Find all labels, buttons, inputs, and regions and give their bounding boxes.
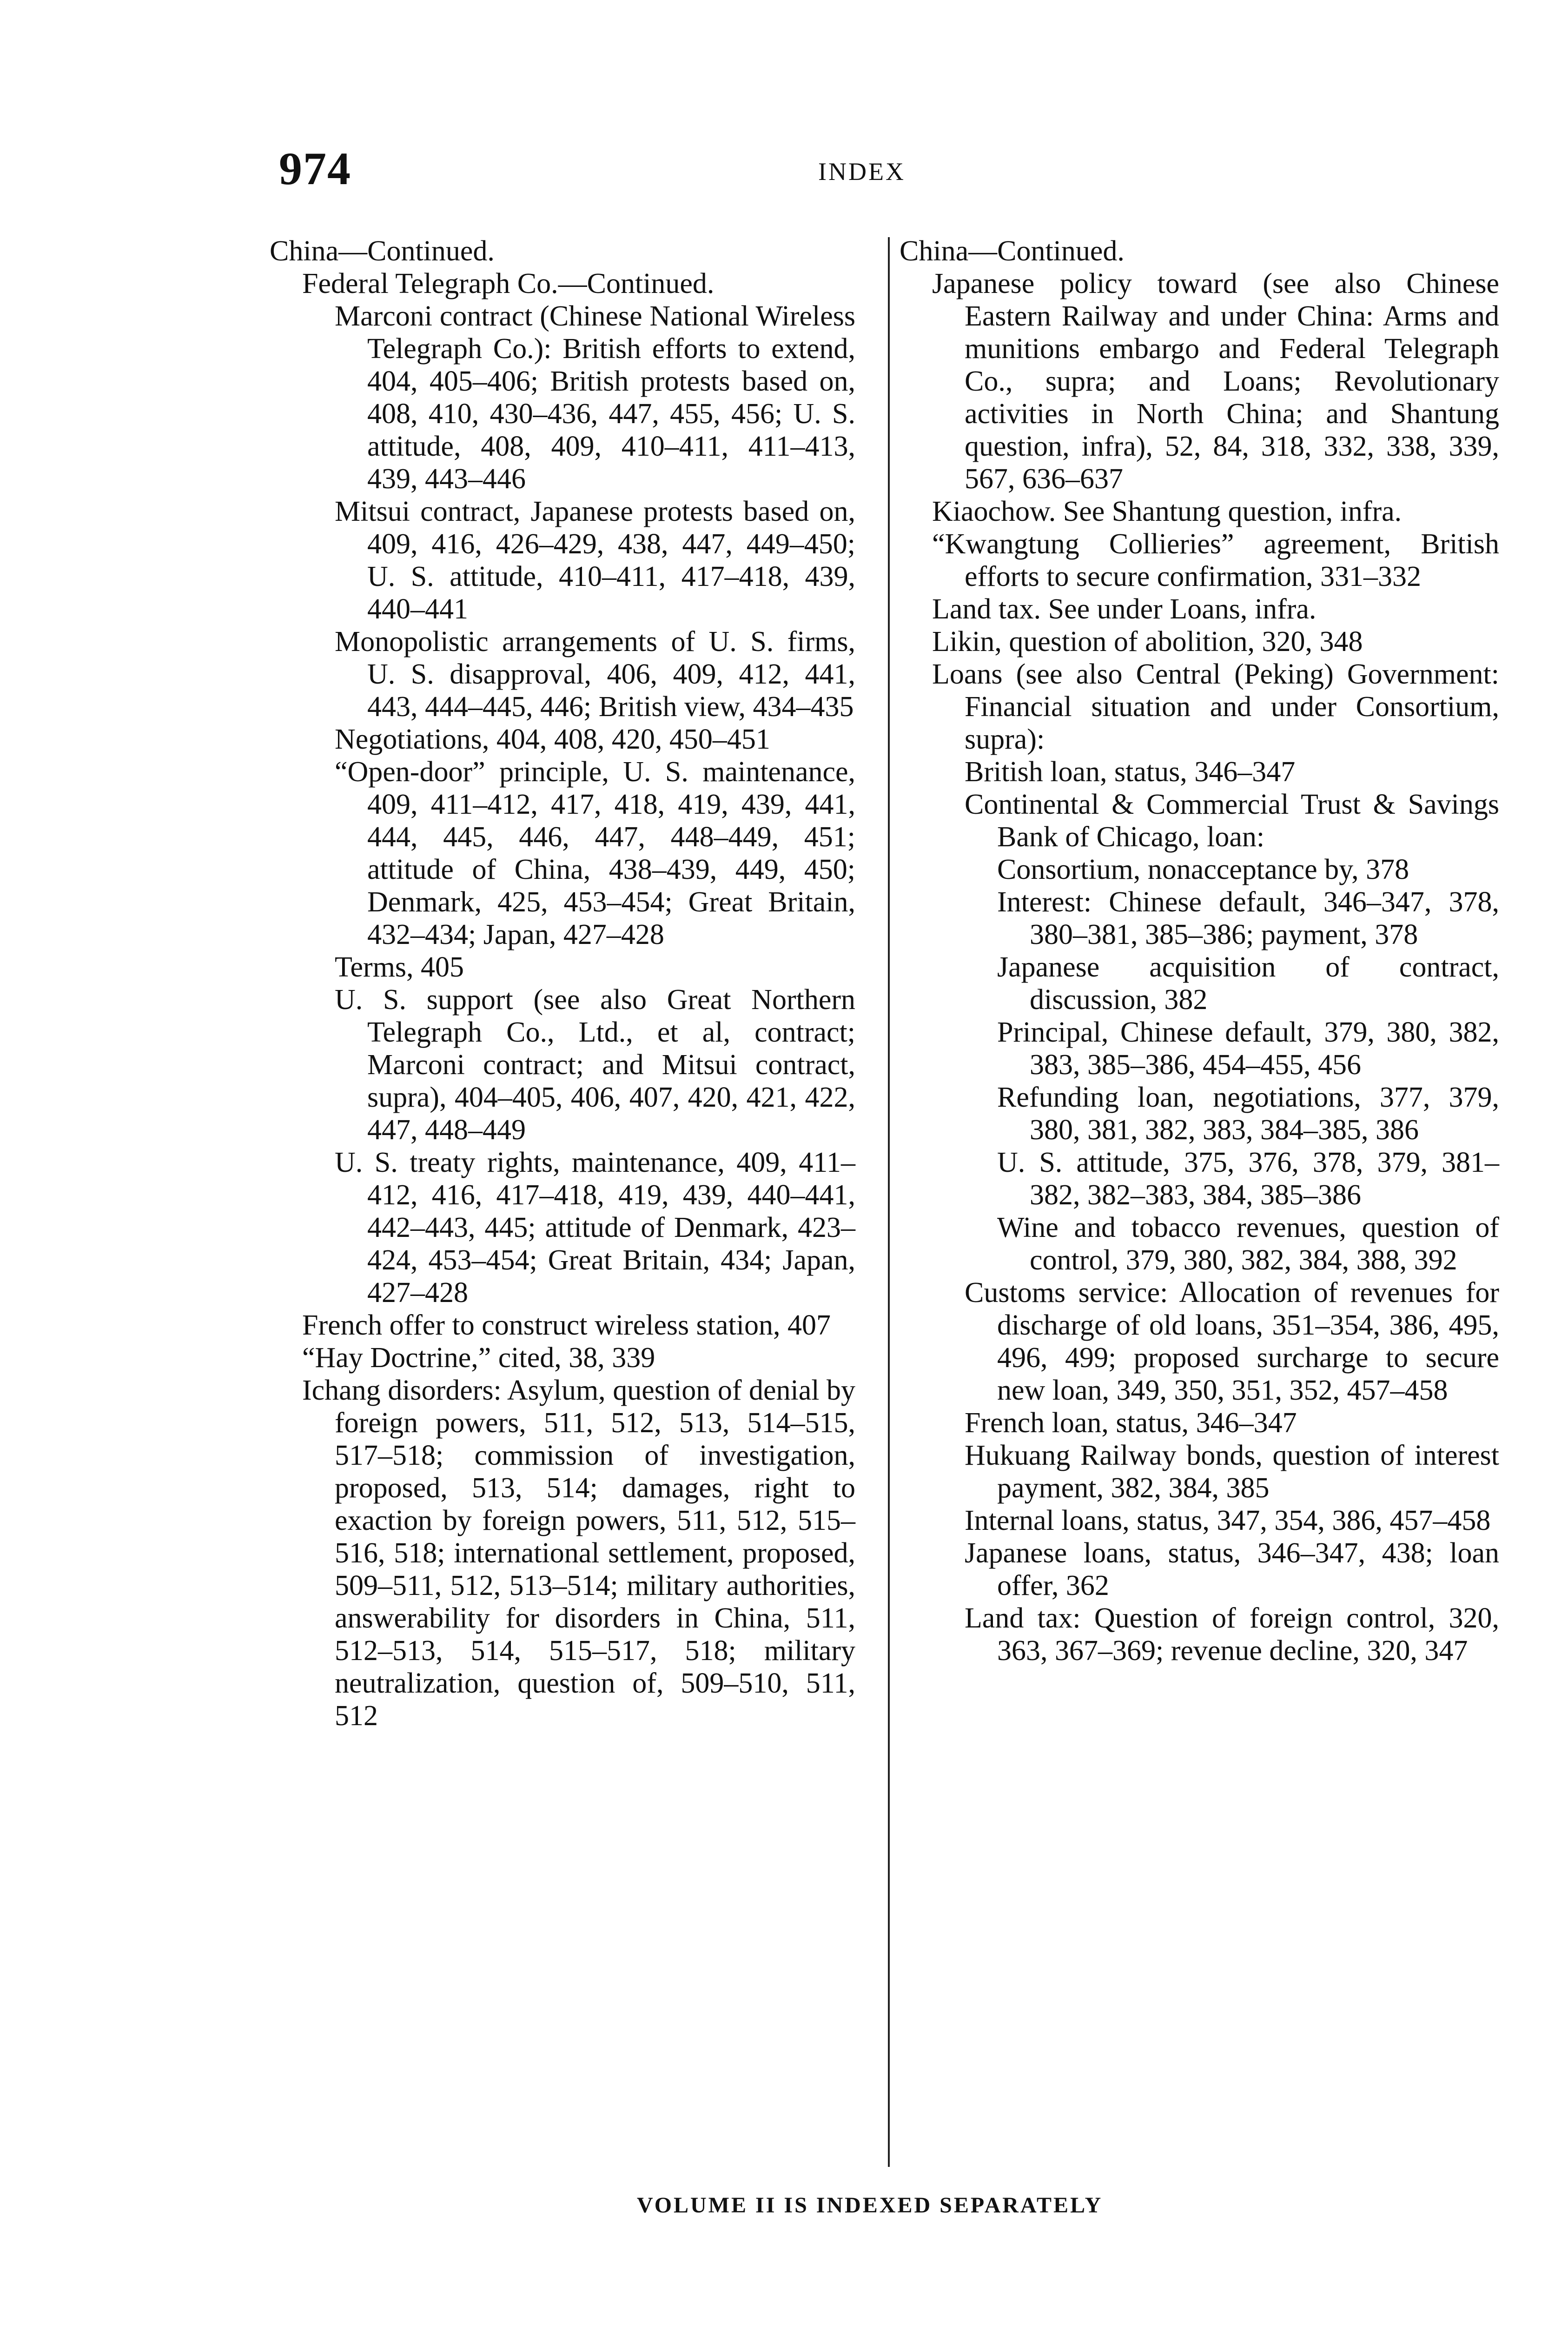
index-entry: Monopolistic arrangements of U. S. firms, U. S. disapproval, 406, 409, 412, 441, 443, 444–445, 446; British view, 434–435 bbox=[335, 626, 855, 723]
index-column-left bbox=[270, 235, 855, 1732]
index-column-right bbox=[900, 235, 1499, 1667]
index-entry: Land tax. See under Loans, infra. bbox=[932, 593, 1317, 625]
index-entry: Continental & Commercial Trust & Savings Bank of Chicago, loan: bbox=[965, 789, 1499, 853]
index-entry: Interest: Chinese default, 346–347, 378, 380–381, 385–386; payment, 378 bbox=[997, 886, 1499, 950]
index-entry: Land tax: Question of foreign control, 320, 363, 367–369; revenue decline, 320, 347 bbox=[965, 1602, 1499, 1667]
index-entry: Negotiations, 404, 408, 420, 450–451 bbox=[335, 724, 770, 755]
index-entry: Japanese policy toward (see also Chinese Eastern Railway and under China: Arms and munitions embargo and Federal Telegraph Co., supra; and Loans; Revolutionary activities in North China; and Shantung question, infra), 52, 84, 318, 332, 338, 339, 567, 636–637 bbox=[932, 268, 1499, 495]
index-entry: “Open-door” principle, U. S. maintenance, 409, 411–412, 417, 418, 419, 439, 441, 444, 445, 446, 447, 448–449, 451; attitude of China, 438–439, 449, 450; Denmark, 425, 453–454; Great Britain, 432–434; Japan, 427–428 bbox=[335, 756, 855, 950]
index-entry: U. S. attitude, 375, 376, 378, 379, 381–382, 382–383, 384, 385–386 bbox=[997, 1147, 1499, 1211]
running-head: INDEX bbox=[818, 158, 906, 186]
index-entry: Federal Telegraph Co.—Continued. bbox=[302, 268, 715, 299]
index-entry: U. S. support (see also Great Northern Telegraph Co., Ltd., et al, contract; Marconi contract; and Mitsui contract, supra), 404–405, 406, 407, 420, 421, 422, 447, 448–449 bbox=[335, 984, 855, 1146]
index-entry: “Kwangtung Collieries” agreement, British efforts to secure confirmation, 331–332 bbox=[932, 528, 1499, 592]
page-number: 974 bbox=[279, 143, 351, 194]
index-entry: U. S. treaty rights, maintenance, 409, 411–412, 416, 417–418, 419, 439, 440–441, 442–443, 445; attitude of Denmark, 423–424, 453–454; Great Britain, 434; Japan, 427–428 bbox=[335, 1147, 855, 1309]
index-entry: Internal loans, status, 347, 354, 386, 457–458 bbox=[965, 1505, 1491, 1536]
footer-note: VOLUME II IS INDEXED SEPARATELY bbox=[637, 2193, 1103, 2218]
index-entry: Japanese acquisition of contract, discussion, 382 bbox=[997, 951, 1499, 1016]
index-entry: Customs service: Allocation of revenues for discharge of old loans, 351–354, 386, 495, 496, 499; proposed surcharge to secure new loan, 349, 350, 351, 352, 457–458 bbox=[965, 1277, 1499, 1406]
index-entry: Ichang disorders: Asylum, question of denial by foreign powers, 511, 512, 513, 514–515, 517–518; commission of investigation, proposed, 513, 514; damages, right to exaction by foreign powers, 511, 512, 515–516, 518; international settlement, proposed, 509–511, 512, 513–514; military authorities, answerability for disorders in China, 511, 512–513, 514, 515–517, 518; military neutralization, question of, 509–510, 511, 512 bbox=[302, 1375, 855, 1732]
index-entry: British loan, status, 346–347 bbox=[965, 756, 1296, 788]
index-entry: Kiaochow. See Shantung question, infra. bbox=[932, 496, 1402, 527]
index-entry: China—Continued. bbox=[270, 235, 495, 267]
index-entry: French offer to construct wireless station, 407 bbox=[302, 1309, 831, 1341]
index-entry: Wine and tobacco revenues, question of control, 379, 380, 382, 384, 388, 392 bbox=[997, 1212, 1499, 1276]
index-entry: Consortium, nonacceptance by, 378 bbox=[997, 854, 1409, 885]
index-entry: Mitsui contract, Japanese protests based on, 409, 416, 426–429, 438, 447, 449–450; U. S. attitude, 410–411, 417–418, 439, 440–441 bbox=[335, 496, 855, 625]
index-entry: Likin, question of abolition, 320, 348 bbox=[932, 626, 1363, 658]
index-entry: Terms, 405 bbox=[335, 951, 464, 983]
index-entry: French loan, status, 346–347 bbox=[965, 1407, 1297, 1439]
index-entry: Marconi contract (Chinese National Wireless Telegraph Co.): British efforts to extend, 404, 405–406; British protests based on, 408, 410, 430–436, 447, 455, 456; U. S. attitude, 408, 409, 410–411, 411–413, 439, 443–446 bbox=[335, 300, 855, 495]
index-entry: China—Continued. bbox=[900, 235, 1125, 267]
index-entry: Japanese loans, status, 346–347, 438; loan offer, 362 bbox=[965, 1537, 1499, 1601]
index-entry: Principal, Chinese default, 379, 380, 382, 383, 385–386, 454–455, 456 bbox=[997, 1016, 1499, 1081]
index-entry: Hukuang Railway bonds, question of interest payment, 382, 384, 385 bbox=[965, 1440, 1499, 1504]
index-entry: Refunding loan, negotiations, 377, 379, 380, 381, 382, 383, 384–385, 386 bbox=[997, 1082, 1499, 1146]
column-divider bbox=[888, 237, 890, 2167]
index-entry: Loans (see also Central (Peking) Government: Financial situation and under Consortium, supra): bbox=[932, 658, 1499, 755]
index-entry: “Hay Doctrine,” cited, 38, 339 bbox=[302, 1342, 655, 1374]
